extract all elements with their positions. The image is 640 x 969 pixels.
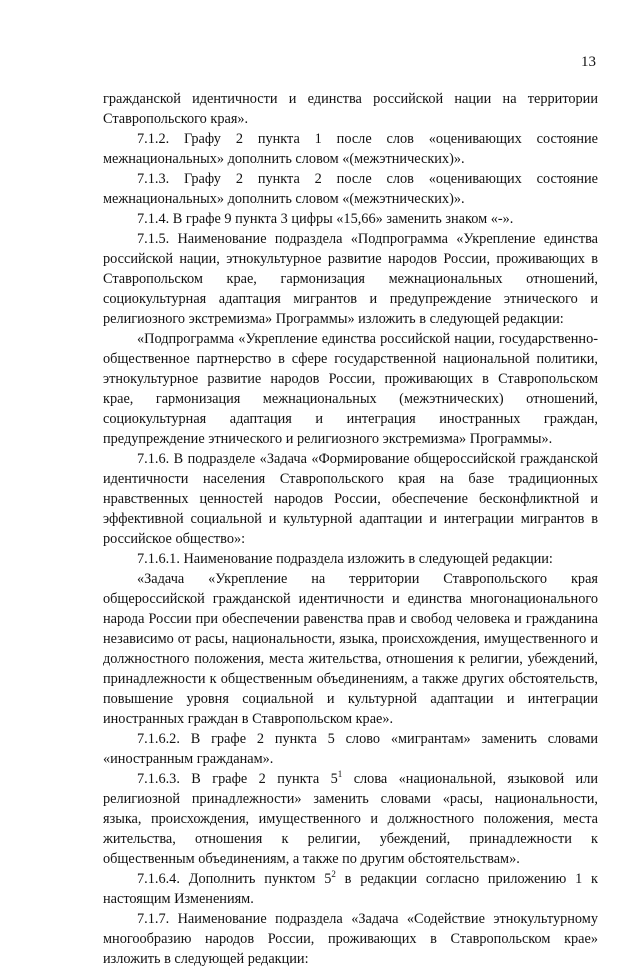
superscript-1: 1 [337,769,343,779]
document-body [103,89,598,969]
paragraph-7-1-5: 7.1.5. Наименование подраздела «Подпрограмма «Укрепление единства российской нации, этнокультурное развитие народов России, проживающих в Ставропольском крае, гармонизация межнациональных отношений, социокультурная адаптация мигрантов и предупреждение этнического и религиозного экстремизма» Программы» изложить в следующей редакции: [103,231,598,327]
paragraph-7-1-6-4 [103,869,598,909]
paragraph-continuation: гражданской идентичности и единства российской нации на территории Ставропольского края». [103,91,598,127]
paragraph-7-1-6-1: 7.1.6.1. Наименование подраздела изложить в следующей редакции: [137,551,553,567]
paragraph-7-1-6-3-before: 7.1.6.3. В графе 2 пункта 5 [137,771,338,787]
page-number: 13 [581,54,596,70]
paragraph-7-1-5-quote: «Подпрограмма «Укрепление единства российской нации, государственно-общественное партнерство в сфере государственной национальной политики, этнокультурное развитие народов России, проживающих в Ставропольском крае, гармонизация межнациональных (межэтнических) отношений, социокультурная адаптация и интеграция иностранных граждан, предупреждение этнического и религиозного экстремизма» Программы». [103,331,598,447]
paragraph-7-1-3: 7.1.3. Графу 2 пункта 2 после слов «оценивающих состояние межнациональных» дополнить словом «(межэтнических)». [103,171,598,207]
paragraph-7-1-6-4-before: 7.1.6.4. Дополнить пунктом 5 [137,871,332,887]
paragraph-7-1-6-3-after: слова «национальной, языковой или религиозной принадлежности» заменить словами «расы, национальности, языка, происхождения, имущественного и должностного положения, места жительства, отношения к религии, убеждений, принадлежности к общественным объединениям, а также по другим обстоятельствам». [103,771,598,867]
paragraph-7-1-6: 7.1.6. В подразделе «Задача «Формирование общероссийской гражданской идентичности населения Ставропольского края на базе традиционных нравственных ценностей народов России, обеспечение бесконфликтной и эффективной социальной и культурной адаптации и интеграции мигрантов в российское общество»: [103,451,598,547]
paragraph-7-1-2: 7.1.2. Графу 2 пункта 1 после слов «оценивающих состояние межнациональных» дополнить словом «(межэтнических)». [103,131,598,167]
superscript-2: 2 [331,869,336,879]
paragraph-7-1-6-1-quote: «Задача «Укрепление на территории Ставропольского края общероссийской гражданской идентичности и единства многонационального народа России при обеспечении равенства прав и свобод человека и гражданина независимо от расы, национальности, языка, происхождения, имущественного и должностного положения, места жительства, отношения к религии, убеждений, принадлежности к общественным объединениям, а также других обстоятельств, повышение уровня социальной и культурной адаптации и интеграции иностранных граждан в Ставропольском крае». [103,571,598,727]
paragraph-7-1-6-3 [103,769,598,869]
paragraph-7-1-6-2: 7.1.6.2. В графе 2 пункта 5 слово «мигрантам» заменить словами «иностранным гражданам». [103,731,598,767]
paragraph-7-1-6-4-after: в редакции согласно приложению 1 к настоящим Изменениям. [103,871,598,907]
paragraph-7-1-7: 7.1.7. Наименование подраздела «Задача «Содействие этнокультурному многообразию народов России, проживающих в Ставропольском крае» изложить в следующей редакции: [103,911,598,967]
paragraph-7-1-4: 7.1.4. В графе 9 пункта 3 цифры «15,66» заменить знаком «-». [137,211,514,227]
